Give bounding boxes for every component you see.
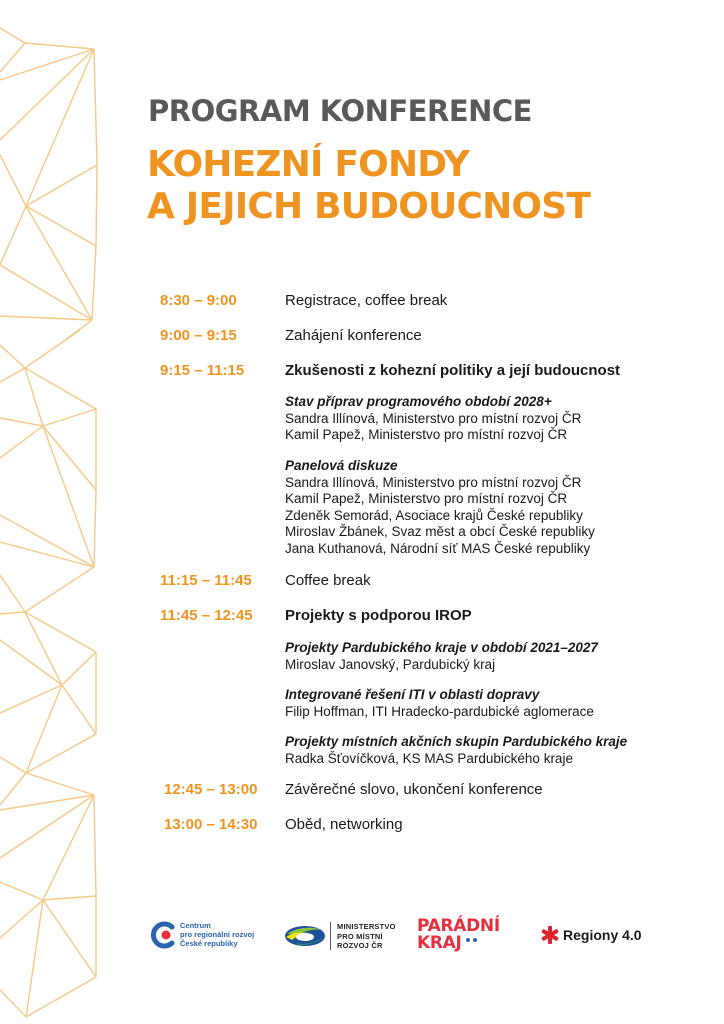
session-speaker: Radka Šťovíčková, KS MAS Pardubického kraje <box>285 750 573 766</box>
mmr-logo-text <box>337 922 396 951</box>
session-speaker: Miroslav Janovský, Pardubický kraj <box>285 656 496 672</box>
session-block <box>285 640 598 673</box>
partner-logos <box>0 918 724 958</box>
kicker-title: PROGRAM KONFERENCE <box>148 94 532 128</box>
schedule-time: 9:15 – 11:15 <box>160 362 245 379</box>
session-speaker: Jana Kuthanová, Národní síť MAS České republiky <box>285 540 591 556</box>
session-heading: Integrované řešení ITI v oblasti dopravy <box>285 687 540 702</box>
schedule-title: Projekty s podporou IROP <box>285 607 472 624</box>
session-heading: Stav příprav programového období 2028+ <box>285 394 552 409</box>
schedule-title: Oběd, networking <box>285 816 403 833</box>
session-speaker: Miroslav Žbánek, Svaz měst a obcí České republiky <box>285 524 595 539</box>
schedule-time: 9:00 – 9:15 <box>160 327 237 344</box>
session-speaker: Sandra Illínová, Ministerstvo pro místní rozvoj ČR <box>285 410 582 426</box>
schedule-time: 8:30 – 9:00 <box>160 292 237 309</box>
main-title-line-2: A JEJICH BUDOUCNOST <box>147 186 591 227</box>
session-heading: Projekty Pardubického kraje v období 2021–2027 <box>285 640 598 655</box>
session-block <box>285 458 595 557</box>
session-heading: Panelová diskuze <box>285 458 398 473</box>
session-speaker: Filip Hoffman, ITI Hradecko-pardubické aglomerace <box>285 703 594 719</box>
mmr-line: PRO MÍSTNÍ <box>337 931 383 941</box>
regiony-logo-text: Regiony 4.0 <box>563 927 642 943</box>
schedule-time: 11:45 – 12:45 <box>160 607 253 624</box>
schedule-time: 13:00 – 14:30 <box>164 816 258 833</box>
session-block <box>285 687 594 720</box>
schedule-title: Zkušenosti z kohezní politiky a její budoucnost <box>285 362 621 379</box>
mmr-line: MINISTERSTVO <box>337 922 396 931</box>
schedule-title: Zahájení konference <box>285 327 422 344</box>
mmr-logo-icon <box>284 924 326 948</box>
schedule-time: 11:15 – 11:45 <box>160 572 252 589</box>
smile-dots-icon <box>465 937 479 945</box>
mmr-separator <box>330 922 331 950</box>
schedule-title: Coffee break <box>285 572 371 589</box>
session-heading: Projekty místních akčních skupin Pardubického kraje <box>285 734 628 749</box>
main-title-line-1: KOHEZNÍ FONDY <box>147 144 470 185</box>
paradni-kraj-line: KRAJ <box>417 933 462 953</box>
session-speaker: Zdeněk Semorád, Asociace krajů České republiky <box>285 507 583 523</box>
star-icon <box>540 925 560 945</box>
crr-line: pro regionální rozvoj <box>180 930 255 939</box>
paradni-kraj-logo <box>417 918 500 952</box>
paradni-kraj-line: PARÁDNÍ <box>417 916 500 936</box>
session-block <box>285 394 581 444</box>
session-speaker: Kamil Papež, Ministerstvo pro místní rozvoj ČR <box>285 427 568 442</box>
schedule-title: Závěrečné slovo, ukončení konference <box>285 781 543 798</box>
schedule-time: 12:45 – 13:00 <box>164 781 258 798</box>
session-speaker: Kamil Papež, Ministerstvo pro místní rozvoj ČR <box>285 491 568 506</box>
crr-logo-text <box>180 921 254 948</box>
crr-line: Centrum <box>180 921 211 930</box>
session-block <box>285 734 627 767</box>
crr-line: České republiky <box>180 939 238 948</box>
schedule-title: Registrace, coffee break <box>285 292 448 309</box>
crr-logo-icon <box>150 921 178 949</box>
geometric-line-decoration <box>0 0 110 1024</box>
main-title <box>147 144 590 228</box>
session-speaker: Sandra Illínová, Ministerstvo pro místní rozvoj ČR <box>285 474 582 490</box>
mmr-line: ROZVOJ ČR <box>337 941 383 950</box>
